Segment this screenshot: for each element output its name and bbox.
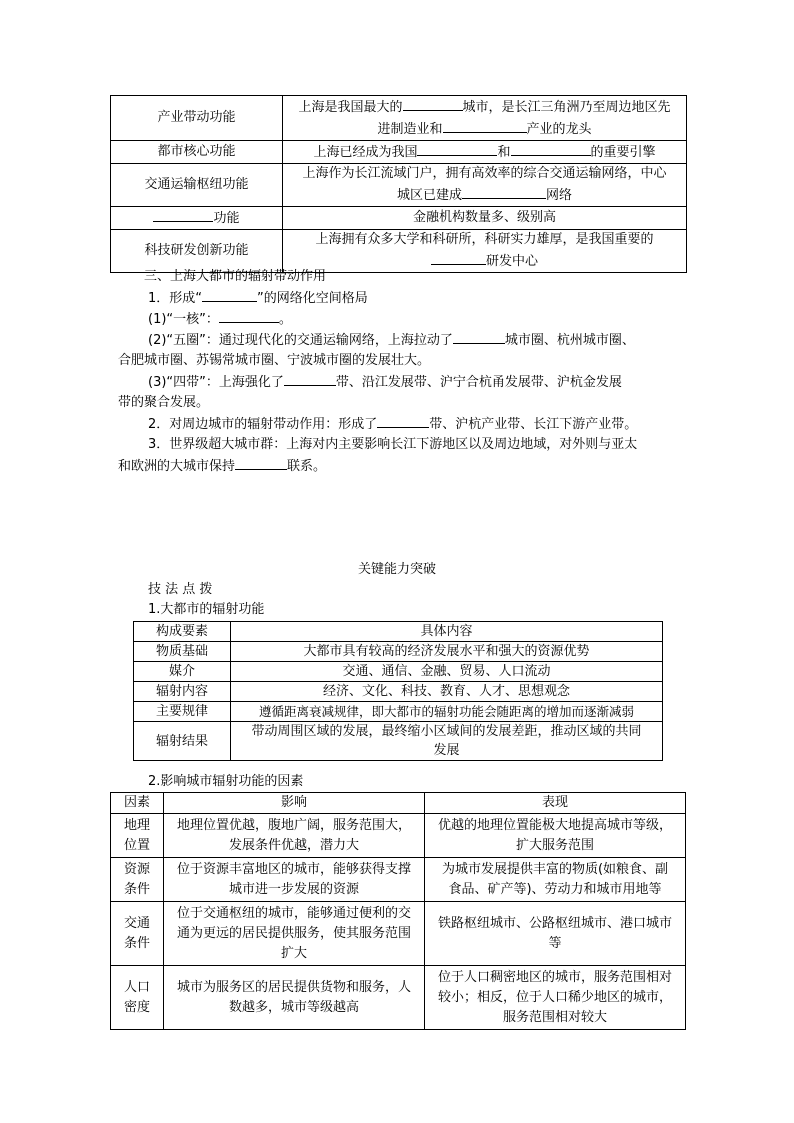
fill-blank[interactable] — [431, 250, 486, 265]
fill-blank[interactable] — [202, 287, 257, 302]
table-row: 辐射内容 经济、文化、科技、教育、人才、思想观念 — [134, 682, 663, 702]
function-content: 上海是我国最大的 城市，是长江三角洲乃至周边地区先 进制造业和 产业的龙头 — [283, 96, 687, 141]
subheading: 2.影响城市辐射功能的因素 — [148, 774, 304, 789]
paragraph: 3．世界级超大城市群：上海对内主要影响长江下游地区以及周边地域，对外则与亚太 — [148, 437, 638, 452]
table-row: 交通 条件 位于交通枢纽的城市，能够通过便利的交 通为更远的居民提供服务，使其服务范围 扩大 铁路枢纽城市、公路枢纽城市、港口城市 等 — [111, 902, 686, 966]
function-name: 交通运输枢纽功能 — [111, 164, 283, 207]
section-heading: 三、上海大都市的辐射带动作用 — [144, 269, 327, 284]
column-header: 因素 — [111, 793, 164, 814]
function-name: 功能 — [111, 207, 283, 230]
table-header-row — [111, 793, 686, 814]
tips-heading: 技 法 点 拨 — [148, 582, 213, 597]
function-content: 上海已经成为我国 和 的重要引擎 — [283, 141, 687, 164]
fill-blank[interactable] — [403, 96, 463, 111]
fill-blank[interactable] — [511, 141, 591, 156]
fill-blank[interactable] — [462, 184, 546, 199]
radiation-function-table — [133, 621, 663, 761]
fill-blank[interactable] — [153, 207, 213, 222]
paragraph: 带的聚合发展。 — [118, 395, 210, 410]
column-header: 表现 — [425, 793, 686, 814]
paragraph: 2．对周边城市的辐射带动作用：形成了 带、沪杭产业带、长江下游产业带。 — [148, 413, 637, 435]
city-functions-table — [110, 95, 687, 273]
fill-blank[interactable] — [453, 329, 505, 344]
column-header: 构成要素 — [134, 622, 231, 642]
table-row: 资源 条件 位于资源丰富地区的城市，能够获得支撑 城市进一步发展的资源 为城市发展提供丰富的物质(如粮食、副 食品、矿产等)、劳动力和城市用地等 — [111, 858, 686, 902]
fill-blank[interactable] — [377, 413, 429, 428]
function-name: 产业带动功能 — [111, 96, 283, 141]
table-row — [111, 207, 687, 230]
function-content: 上海作为长江流域门户，拥有高效率的综合交通运输网络，中心 城区已建成 网络 — [283, 164, 687, 207]
section-title: 关键能力突破 — [357, 562, 436, 577]
function-content: 上海拥有众多大学和科研所，科研实力雄厚，是我国重要的 研发中心 — [283, 230, 687, 273]
paragraph: (1)“一核”： 。 — [148, 308, 292, 330]
column-header: 具体内容 — [231, 622, 663, 642]
paragraph: 1．形成“ ”的网络化空间格局 — [148, 287, 368, 309]
fill-blank[interactable] — [417, 141, 497, 156]
paragraph: (3)“四带”：上海强化了 带、沿江发展带、沪宁合杭甬发展带、沪杭金发展 — [148, 371, 622, 393]
function-name: 都市核心功能 — [111, 141, 283, 164]
fill-blank[interactable] — [219, 308, 279, 323]
table-row — [111, 164, 687, 207]
column-header: 影响 — [164, 793, 425, 814]
paragraph: 合肥城市圈、苏锡常城市圈、宁波城市圈的发展壮大。 — [118, 353, 431, 368]
subheading: 1.大都市的辐射功能 — [148, 602, 265, 617]
fill-blank[interactable] — [284, 371, 336, 386]
section-radiation-effect — [110, 266, 690, 486]
function-content: 金融机构数量多、级别高 — [283, 207, 687, 230]
fill-blank[interactable] — [443, 118, 527, 133]
table-row — [111, 96, 687, 141]
paragraph: 和欧洲的大城市保持 联系。 — [118, 455, 326, 477]
table-row: 物质基础 大都市具有较高的经济发展水平和强大的资源优势 — [134, 642, 663, 662]
table-row: 地理 位置 地理位置优越，腹地广阔，服务范围大， 发展条件优越，潜力大 优越的地理位置能极大地提高城市等级， 扩大服务范围 — [111, 814, 686, 858]
table-row — [111, 141, 687, 164]
table-row: 辐射结果 带动周围区域的发展，最终缩小区域间的发展差距，推动区域的共同 发展 — [134, 722, 663, 761]
table-row: 媒介 交通、通信、金融、贸易、人口流动 — [134, 662, 663, 682]
paragraph: (2)“五圈”：通过现代化的交通运输网络，上海拉动了 城市圈、杭州城市圈、 — [148, 329, 635, 351]
table-row: 主要规律 遵循距离衰减规律，即大都市的辐射功能会随距离的增加而逐渐减弱 — [134, 702, 663, 722]
factors-table — [110, 792, 686, 1030]
table-row: 人口 密度 城市为服务区的居民提供货物和服务，人 数越多，城市等级越高 位于人口稠密地区的城市，服务范围相对 较小；相反，位于人口稀少地区的城市， 服务范围相对较大 — [111, 966, 686, 1030]
table-header-row — [134, 622, 663, 642]
function-name: 科技研发创新功能 — [111, 230, 283, 273]
fill-blank[interactable] — [235, 455, 287, 470]
